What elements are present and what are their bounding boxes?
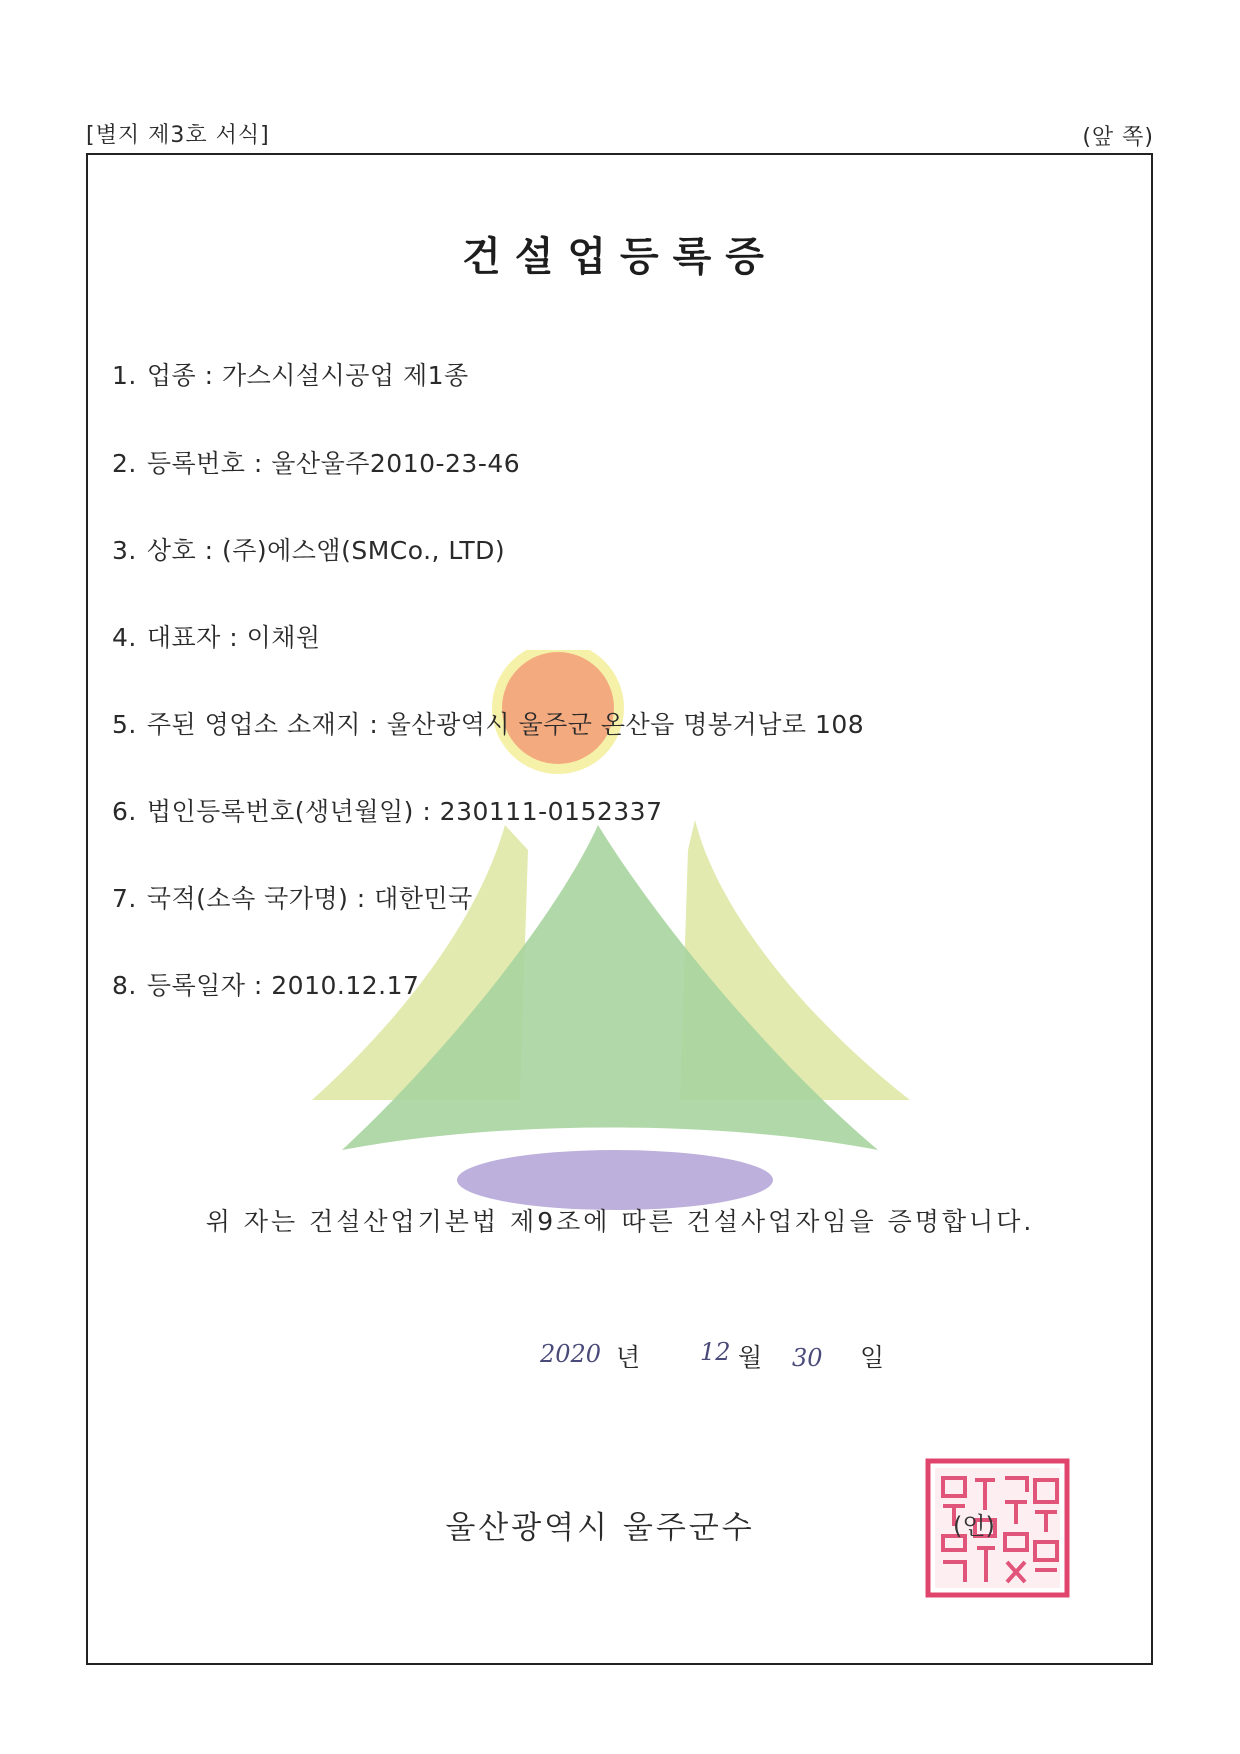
issue-year: 2020 [540, 1340, 602, 1368]
item-7 [112, 879, 473, 915]
item-text: 대표자 : 이채원 [146, 623, 321, 652]
item-4 [112, 618, 321, 654]
item-text: 법인등록번호(생년월일) : 230111-0152337 [146, 797, 663, 826]
item-1 [112, 356, 469, 392]
issuer: 울산광역시 울주군수 [445, 1510, 755, 1546]
certificate-title: 건설업등록증 [462, 234, 778, 280]
item-text: 등록번호 : 울산울주2010-23-46 [146, 449, 521, 478]
seal-mark: (인) [953, 1512, 995, 1540]
day-unit: 일 [860, 1343, 885, 1372]
item-number: 7. [112, 884, 137, 913]
item-number: 1. [112, 361, 137, 390]
item-number: 6. [112, 797, 137, 826]
item-2 [112, 444, 520, 480]
item-number: 8. [112, 971, 137, 1000]
item-text: 등록일자 : 2010.12.17 [146, 971, 420, 1000]
certify-statement: 위 자는 건설산업기본법 제9조에 따른 건설사업자임을 증명합니다. [205, 1207, 1035, 1236]
issue-day: 30 [792, 1344, 823, 1372]
item-5 [112, 705, 864, 741]
item-number: 3. [112, 536, 137, 565]
item-3 [112, 531, 505, 567]
item-6 [112, 792, 662, 828]
item-text: 업종 : 가스시설시공업 제1종 [146, 361, 469, 390]
item-number: 2. [112, 449, 137, 478]
item-text: 국적(소속 국가명) : 대한민국 [146, 884, 473, 913]
item-8 [112, 966, 419, 1002]
item-text: 주된 영업소 소재지 : 울산광역시 울주군 온산읍 명봉거남로 108 [146, 710, 865, 739]
year-unit: 년 [616, 1343, 641, 1372]
form-label: [별지 제3호 서식] [86, 123, 270, 148]
oval [457, 1150, 773, 1210]
issue-month: 12 [700, 1338, 731, 1366]
item-number: 4. [112, 623, 137, 652]
item-number: 5. [112, 710, 137, 739]
month-unit: 월 [738, 1343, 763, 1372]
issue-date [0, 1338, 1240, 1378]
item-text: 상호 : (주)에스앰(SMCo., LTD) [146, 536, 506, 565]
page-side-label: (앞 쪽) [1082, 125, 1154, 150]
